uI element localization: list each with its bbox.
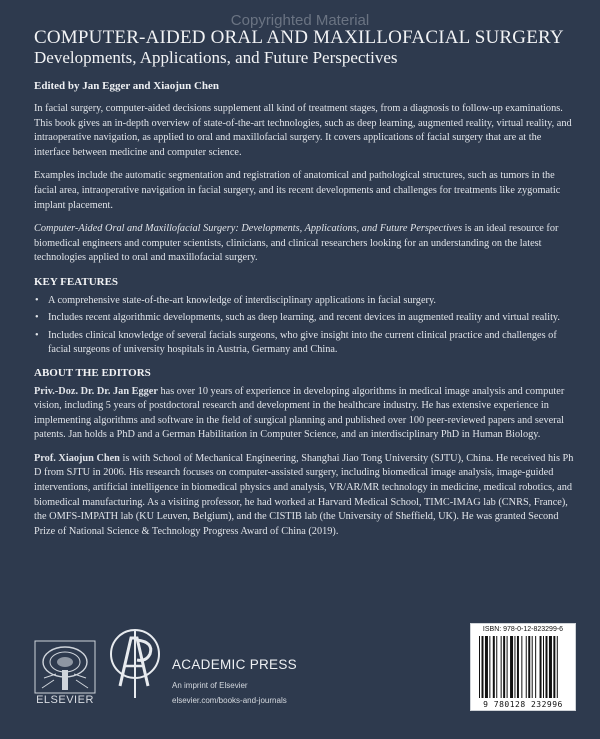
barcode-bar — [521, 636, 522, 698]
about-editors-heading: ABOUT THE EDITORS — [34, 366, 151, 379]
barcode-bar — [507, 636, 508, 698]
editor-1-bio — [34, 385, 574, 443]
barcode-bar — [540, 636, 542, 698]
editors-line: Edited by Jan Egger and Xiaojun Chen — [34, 80, 220, 92]
barcode-bar — [546, 636, 548, 698]
barcode-bar — [532, 636, 533, 698]
barcode-bar — [549, 636, 552, 698]
barcode-bar — [543, 636, 544, 698]
barcode-bar — [496, 636, 497, 698]
book-title: COMPUTER-AIDED ORAL AND MAXILLOFACIAL SURGERY — [34, 27, 564, 48]
list-item: • Includes recent algorithmic developments, such as deep learning, and recent devices in augmented reality and virtual reality. — [34, 311, 574, 326]
barcode-bar — [514, 636, 515, 698]
barcode-bar — [493, 636, 495, 698]
paragraph-3 — [34, 222, 574, 266]
barcode-bar — [553, 636, 555, 698]
key-features-heading: KEY FEATURES — [34, 275, 119, 288]
barcode-bar — [535, 636, 536, 698]
editor-2-bio — [34, 452, 574, 540]
isbn-digits: 9 780128 232996 — [483, 700, 563, 709]
academic-press-ap-icon — [106, 624, 164, 702]
description-body — [34, 102, 574, 548]
imprint-line: An imprint of Elsevier — [172, 681, 248, 690]
barcode-bar — [503, 636, 505, 698]
editor-2-name: Prof. Xiaojun Chen — [34, 452, 120, 464]
key-features-list — [34, 294, 574, 358]
list-item: • A comprehensive state-of-the-art knowledge of interdisciplinary applications in facial surgery. — [34, 294, 574, 309]
isbn-label: ISBN: 978-0-12-823299-6 — [482, 626, 564, 633]
barcode-bar — [510, 636, 513, 698]
elsevier-wordmark: ELSEVIER — [36, 694, 94, 706]
barcode-bar — [557, 636, 558, 698]
imprint-name: ACADEMIC PRESS — [172, 657, 297, 672]
barcode-bar — [482, 636, 484, 698]
paragraph-2: Examples include the automatic segmentation and registration of anatomical and pathological structures, such as tumors in the facial area, intraoperative navigation in facial surgery, and its recent developments and challenges for treatments like zygomatic implant placement. — [34, 170, 561, 211]
editor-1-name: Priv.-Doz. Dr. Dr. Jan Egger — [34, 385, 158, 397]
editor-2-text: is with School of Mechanical Engineering, Shanghai Jiao Tong University (SJTU), China. He received his Ph D from SJTU in 2006. His research focuses on computer-assisted surgery, including biomedical image analysis, image-guided interventions, artificial intelligence in biomedical physics and analysis, VR/AR/MR technology in medicine, medical robotics, and biomedical manufacturing. As a visiting professor, he had worked at Harvard Medical School, TIMC-IMAG lab (CNRS, France), the OMFS-IMPATH lab (KU Leuven, Belgium), and the CISTIB lab (the University of Sheffield, UK). He was granted Second Prize of National Science & Technology Progress Award of China (2019). — [34, 452, 574, 537]
barcode-bar — [526, 636, 527, 698]
watermark: Copyrighted Material — [230, 12, 370, 29]
editor-1-text: has over 10 years of experience in developing algorithms in medical image analysis and computer vision, including 5 years of postdoctoral research and development in the healthcare industry. He has extensive experience in implementing algorithms and software in the field of surgical planning and published over 100 peer-reviewed papers and several patents. Jan holds a PhD and a German Habilitation in Computer Science, and an interdisciplinary PhD in Human Biology. — [34, 385, 565, 441]
book-title-italic: Computer-Aided Oral and Maxillofacial Surgery: Developments, Applications, and Future Perspectives — [34, 223, 463, 235]
paragraph-3-text: is an ideal resource for biomedical engineers and computer scientists, clinicians, and clinical researchers looking for an understanding on the latest technologies applied to oral and maxillofacial surgery. — [34, 223, 559, 264]
barcode-bar — [489, 636, 490, 698]
publisher-url: elsevier.com/books-and-journals — [172, 696, 287, 705]
barcode-bars — [479, 636, 567, 698]
barcode-bar — [528, 636, 530, 698]
paragraph-1: In facial surgery, computer-aided decisions supplement all kind of treatment stages, from a diagnosis to follow-up examinations. This book gives an in-depth overview of state-of-the-art technologies, such as deep learning, augmented reality, virtual reality, and intraoperative navigation, as applied to oral and maxillofacial surgery. It covers applications of facial surgery that are at the interface between medicine and computer science. — [34, 103, 572, 158]
barcode-bar — [485, 636, 488, 698]
barcode-bar — [517, 636, 519, 698]
barcode-bar — [501, 636, 502, 698]
isbn-barcode — [470, 623, 576, 711]
list-item: • Includes clinical knowledge of several facials surgeons, who give insight into the current clinical practice and challenges of facial surgeons of university hospitals in Austria, Germany and China. — [34, 329, 574, 358]
elsevier-tree-icon — [34, 640, 96, 694]
barcode-bar — [479, 636, 480, 698]
book-subtitle: Developments, Applications, and Future Perspectives — [34, 48, 398, 67]
